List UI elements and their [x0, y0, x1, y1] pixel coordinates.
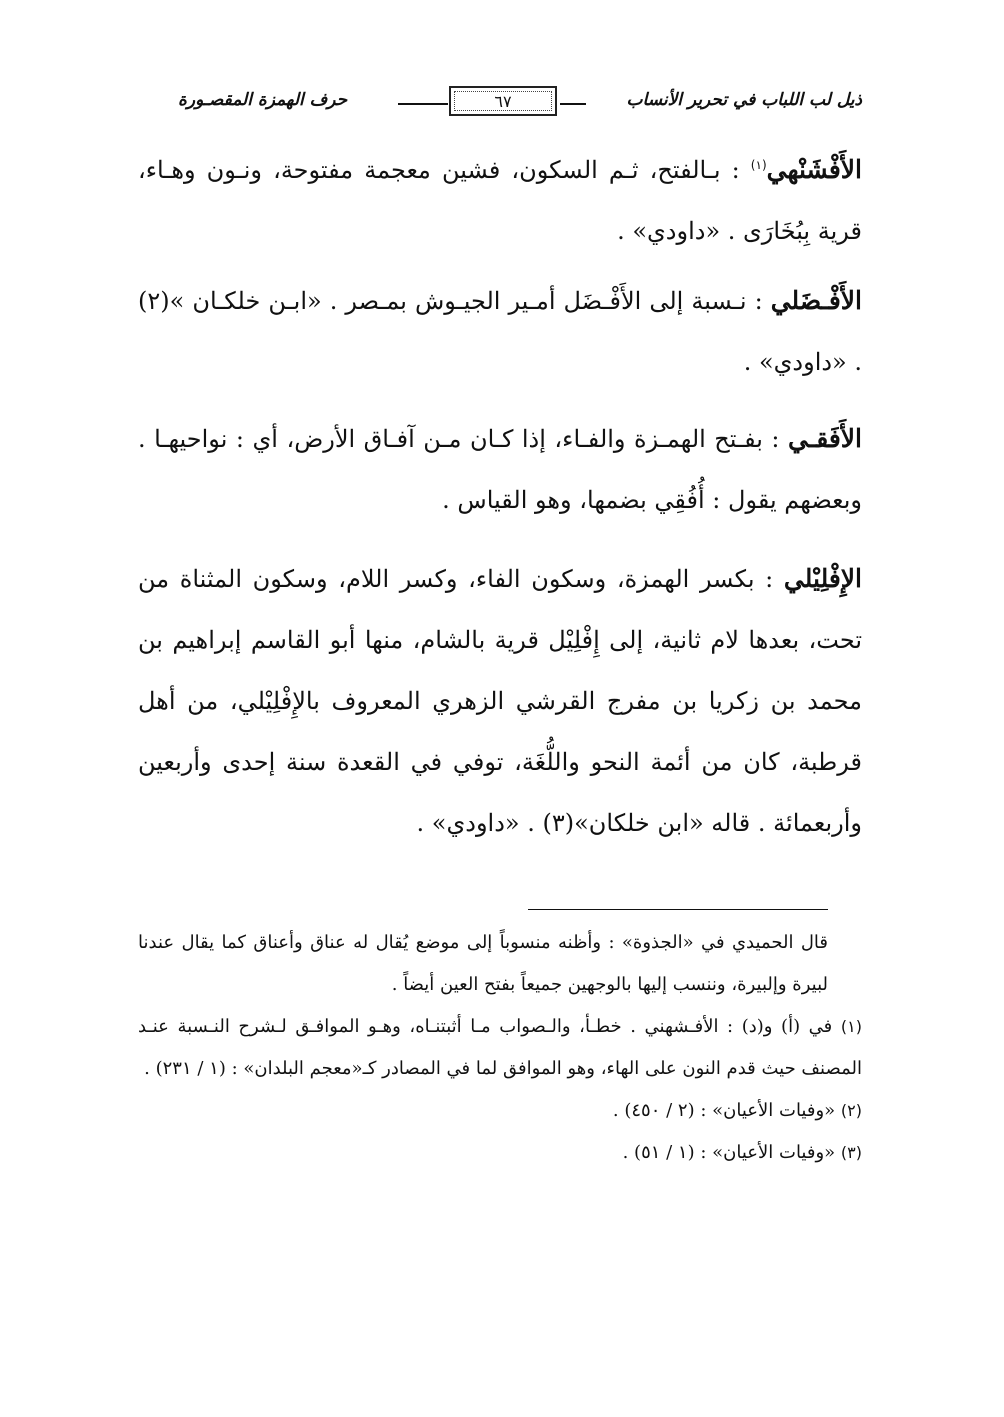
- footnote-number: (٣): [840, 1143, 862, 1162]
- footnote-ref[interactable]: (١): [750, 158, 767, 172]
- book-title: ذيل لب اللباب في تحرير الأنساب: [626, 90, 862, 110]
- entry-headword: الأَفَقـي: [788, 424, 862, 453]
- footnote-number: (١): [840, 1017, 862, 1036]
- entry-text: : نـسبة إلى الأَفْـضَل أمـير الجيـوش بمـصر . «ابـن خلكـان »(٢) . «داودي» .: [138, 287, 862, 376]
- header-rule: [398, 103, 448, 105]
- chapter-title: حرف الهمزة المقصـورة: [178, 90, 348, 110]
- footnote-text: «وفيات الأعيان» : (٢ / ٤٥٠) .: [612, 1100, 836, 1121]
- running-header: [150, 86, 862, 120]
- entry: [138, 135, 862, 262]
- page-number: ٦٧: [494, 91, 512, 111]
- page-number-frame: [449, 86, 557, 116]
- footnote-item: [138, 1090, 862, 1132]
- header-rule: [560, 103, 586, 105]
- entry: [138, 270, 862, 393]
- entry-headword: الأَفْـضَلي: [770, 286, 862, 315]
- footnote-separator: [528, 909, 828, 910]
- footnote-text: في (أ) و(د) : الأفـشهني . خطـأ، والـصواب مـا أثبتنـاه، وهـو الموافـق لـشرح النـسبة عنـد المصنف حيث قدم النون على الهاء، وهو الموافق لما في المصادر كـ«معجم البلدان» : (١ / ٢٣١) .: [138, 1016, 862, 1079]
- entry-text: : بفـتح الهمـزة والفـاء، إذا كـان مـن آفـاق الأرض، أي : نواحيهـا . وبعضهم يقول : أُفُقِي بضمها، وهو القياس .: [138, 425, 862, 514]
- footnote-number: (٢): [840, 1101, 862, 1120]
- entry: [138, 548, 862, 854]
- entry-headword: الأَفْشَنْهي: [766, 155, 862, 184]
- entry-text: : بـالفتح، ثـم السكون، فشين معجمة مفتوحة، ونـون وهـاء، قرية بِبُخَارَى . «داودي» .: [138, 156, 862, 245]
- footnote-item: [138, 1132, 862, 1174]
- entry-headword: الإِفْلِيْلي: [783, 564, 862, 593]
- entry-text: : بكسر الهمزة، وسكون الفاء، وكسر اللام، وسكون المثناة من تحت، بعدها لام ثانية، إلى إِفْلِيْل قرية بالشام، منها أبو القاسم إبراهيم بن محمد بن زكريا بن مفرج القرشي الزهري المعروف بالإِفْلِيْلي، من أهل قرطبة، كان من أئمة النحو واللُّغَة، توفي في القعدة سنة إحدى وأربعين وأربعمائة . قاله «ابن خلكان»(٣) . «داودي» .: [138, 565, 862, 837]
- footnote-item: [138, 1006, 862, 1090]
- footnote-text: «وفيات الأعيان» : (١ / ٥١) .: [622, 1142, 836, 1163]
- footnote-continuation: قال الحميدي في «الجذوة» : وأظنه منسوباً إلى موضع يُقال له عناق وأعناق كما يقال عندنا لبيرة وإلبيرة، وننسب إليها بالوجهين جميعاً بفتح العين أيضاً .: [138, 932, 828, 995]
- footnotes: [138, 922, 862, 1174]
- entry: [138, 408, 862, 531]
